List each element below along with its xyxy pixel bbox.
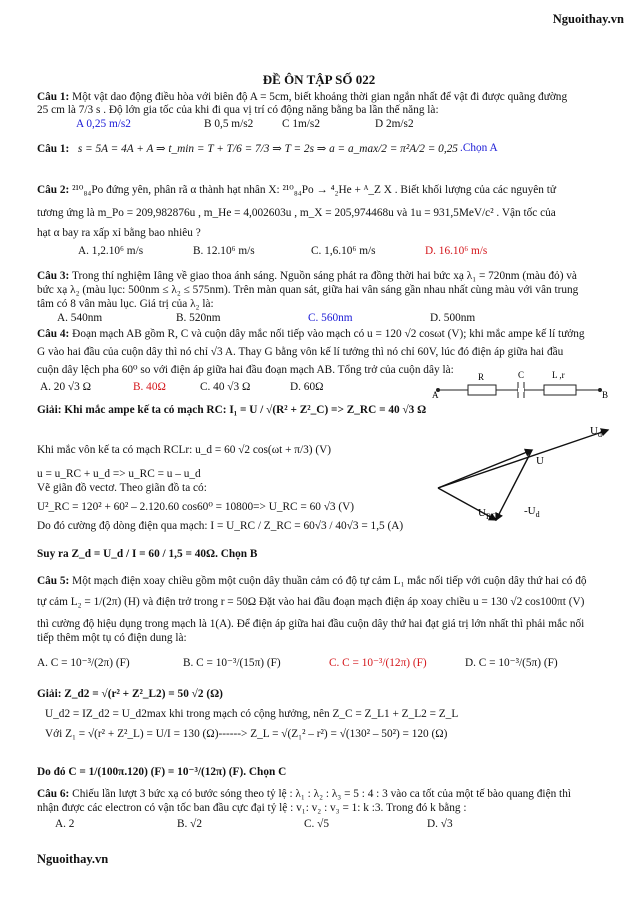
label-urc: $U_{RC}$: [478, 507, 497, 521]
q1-option-b: B 0,5 m/s2: [204, 118, 254, 130]
q2-option-d: D. 16.10⁶ m/s: [425, 245, 488, 257]
q5-sol-3: Với Z₁ = √(r² + Z²_L) = U/I = 130 (Ω)------> Z_L = √(Z₁² – r²) = √(130² – 50²) = 120 (Ω): [45, 728, 448, 740]
label-a: A: [432, 390, 439, 400]
q4-sol-2: Khi mắc vôn kế ta có mạch RCLr: u_d = 60 √2 cos(ωt + π/3) (V): [37, 444, 332, 456]
q5-option-b: B. C = 10⁻³/(15π) (F): [183, 657, 281, 669]
q3-option-c: C. 560nm: [308, 312, 353, 324]
q3-line1: Câu 3: Trong thí nghiệm Iâng về giao thoa ánh sáng. Nguồn sáng phát ra đồng thời hai bức xạ λ₁ = 720nm (màu đỏ) và: [37, 270, 577, 282]
q2-option-a: A. 1,2.10⁶ m/s: [78, 245, 144, 257]
q4-sol-5: U²_RC = 120² + 60² – 2.120.60 cos60⁰ = 10800=> U_RC = 60 √3 (V): [37, 501, 355, 513]
q6-option-c: C. √5: [304, 818, 330, 830]
q1-line2: 25 cm là 7/3 s . Độ lớn gia tốc của khi đi qua vị trí có động năng bằng ba lần thế năng là:: [37, 104, 439, 116]
coil-lr: [544, 385, 576, 395]
label-lr: L ,r: [552, 370, 565, 380]
q5-sol-1: Giải: Z_d2 = √(r² + Z²_L2) = 50 √2 (Ω): [37, 688, 223, 700]
label-c: C: [518, 370, 525, 380]
q4-option-d: D. 60Ω: [290, 381, 324, 393]
circuit-phasor-diagram: [420, 368, 625, 533]
q1-option-d: D 2m/s2: [375, 118, 414, 130]
q4-option-c: C. 40 √3 Ω: [200, 381, 251, 393]
q5-line2: tự cảm L₂ = 1/(2π) (H) và điện trở trong r = 50Ω Đặt vào hai đầu đoạn mạch điện áp xoay chiều u = 130 √2 cos100πt (V): [37, 596, 585, 608]
q1-answer: .Chọn A: [460, 142, 498, 154]
q6-option-a: A. 2: [55, 818, 75, 830]
q4-option-a: A. 20 √3 Ω: [40, 381, 91, 393]
q4-sol-1: Giải: Khi mắc ampe kế ta có mạch RC: I₁ = U / √(R² + Z²_C) => Z_RC = 40 √3 Ω: [37, 404, 427, 416]
q5-line1: Câu 5: Một mạch điện xoay chiều gồm một cuộn dây thuần cảm có độ tự cảm L₁ mắc nối tiếp với cuộn dây thứ hai có độ: [37, 575, 587, 587]
q2-line2: tương ứng là m_Po = 209,982876u , m_He = 4,002603u , m_X = 205,974468u và 1u = 931,5MeV/c² . Vận tốc của: [37, 207, 556, 219]
q3-option-d: D. 500nm: [430, 312, 476, 324]
q4-line1: Câu 4: Đoạn mạch AB gồm R, C và cuộn dây mắc nối tiếp vào mạch có u = 120 √2 cosωt (V); khi mắc ampe kế lí tưởng: [37, 328, 585, 340]
resistor-r: [468, 385, 496, 395]
q4-sol-7: Suy ra Z_d = U_d / I = 60 / 1,5 = 40Ω. Chọn B: [37, 548, 258, 560]
q5-sol-2: U_d2 = IZ_d2 = U_d2max khi trong mạch có cộng hưởng, nên Z_C = Z_L1 + Z_L2 = Z_L: [45, 708, 459, 720]
label-minus-ud: $-U_d$: [524, 505, 540, 519]
q4-sol-3: u = u_RC + u_d => u_RC = u – u_d: [37, 468, 201, 480]
q1-option-c: C 1m/s2: [282, 118, 320, 130]
q5-line3: thì cường độ hiệu dụng trong mạch là 1(A). Để điện áp giữa hai đầu cuộn dây thứ hai đạt giá trị lớn nhất thì phải mắc nối: [37, 618, 585, 630]
q6-line2: nhận được các electron có vận tốc ban đầu cực đại tỷ lệ : v₁: v₂ : v₃ = 1: k :3. Trong đó k bằng :: [37, 802, 467, 814]
q5-option-d: D. C = 10⁻³/(5π) (F): [465, 657, 558, 669]
label-b: B: [602, 390, 609, 400]
q5-option-a: A. C = 10⁻³/(2π) (F): [37, 657, 130, 669]
label-r: R: [478, 372, 485, 382]
q1-option-a: A 0,25 m/s2: [76, 118, 131, 130]
q4-line2: G vào hai đầu của cuộn dây thì nó chỉ √3 A. Thay G bằng vôn kế lí tưởng thì nó chỉ 60V, lúc đó điện áp giữa hai đầu: [37, 346, 564, 358]
q6-option-b: B. √2: [177, 818, 203, 830]
phasor-ud: [438, 430, 608, 488]
site-footer: Nguoithay.vn: [37, 852, 109, 866]
q2-option-c: C. 1,6.10⁶ m/s: [311, 245, 376, 257]
q6-line1: Câu 6: Chiếu lần lượt 3 bức xạ có bước sóng theo tỷ lệ : λ₁ : λ₂ : λ₃ = 5 : 4 : 3 vào ca tốt của một tế bào quang điện thì: [37, 788, 571, 800]
phasor-u: [438, 450, 532, 488]
q2-line3: hạt α bay ra xấp xỉ bằng bao nhiêu ?: [37, 227, 201, 239]
q1-line1: Câu 1: Một vật dao động điều hòa với biên độ A = 5cm, biết khoảng thời gian ngắn nhất để vật đi được quãng đường: [37, 91, 568, 103]
label-u: U: [536, 455, 544, 467]
label-ud: $U_d$: [590, 425, 602, 439]
q5-option-c: C. C = 10⁻³/(12π) (F): [329, 657, 427, 669]
q4-line3: cuộn dây lệch pha 60⁰ so với điện áp giữa hai đầu đoạn mạch AB. Tổng trở của cuộn dây là:: [37, 364, 454, 376]
q6-option-d: D. √3: [427, 818, 453, 830]
q4-option-b: B. 40Ω: [133, 381, 166, 393]
page-title: ĐỀ ÔN TẬP SỐ 022: [262, 72, 376, 87]
q3-line3: tâm có 8 vân màu lục. Giá trị của λ₂ là:: [37, 298, 214, 310]
q2-line1: Câu 2: ²¹⁰₈₄Po đứng yên, phân rã α thành hạt nhân X: ²¹⁰₈₄Po → ⁴₂He + ᴬ_Z X . Biết khối lượng của các nguyên tử: [37, 184, 557, 196]
q3-line2: bức xạ λ₂ (màu lục: 500nm ≤ λ₂ ≤ 575nm). Trên màn quan sát, giữa hai vân sáng gần nhau nhất cùng màu với vân trung: [37, 284, 579, 296]
q3-option-a: A. 540nm: [57, 312, 103, 324]
q5-line4: tiếp thêm một tụ có điện dung là:: [37, 632, 187, 644]
q2-option-b: B. 12.10⁶ m/s: [193, 245, 255, 257]
q3-option-b: B. 520nm: [176, 312, 221, 324]
q4-sol-6: Do đó cường độ dòng điện qua mạch: I = U_RC / Z_RC = 60√3 / 40√3 = 1,5 (A): [37, 520, 404, 532]
q4-sol-4: Vẽ giãn đồ vectơ. Theo giãn đồ ta có:: [37, 482, 207, 494]
q5-sol-4: Do đó C = 1/(100π.120) (F) = 10⁻³/(12π) (F). Chọn C: [37, 766, 287, 778]
q1-solution: Câu 1: s = 5A = 4A + A ⇒ t_min = T + T/6 = 7/3 ⇒ T = 2s ⇒ a = a_max/2 = π²A/2 = 0,25: [37, 143, 458, 155]
site-header: Nguoithay.vn: [552, 12, 624, 26]
